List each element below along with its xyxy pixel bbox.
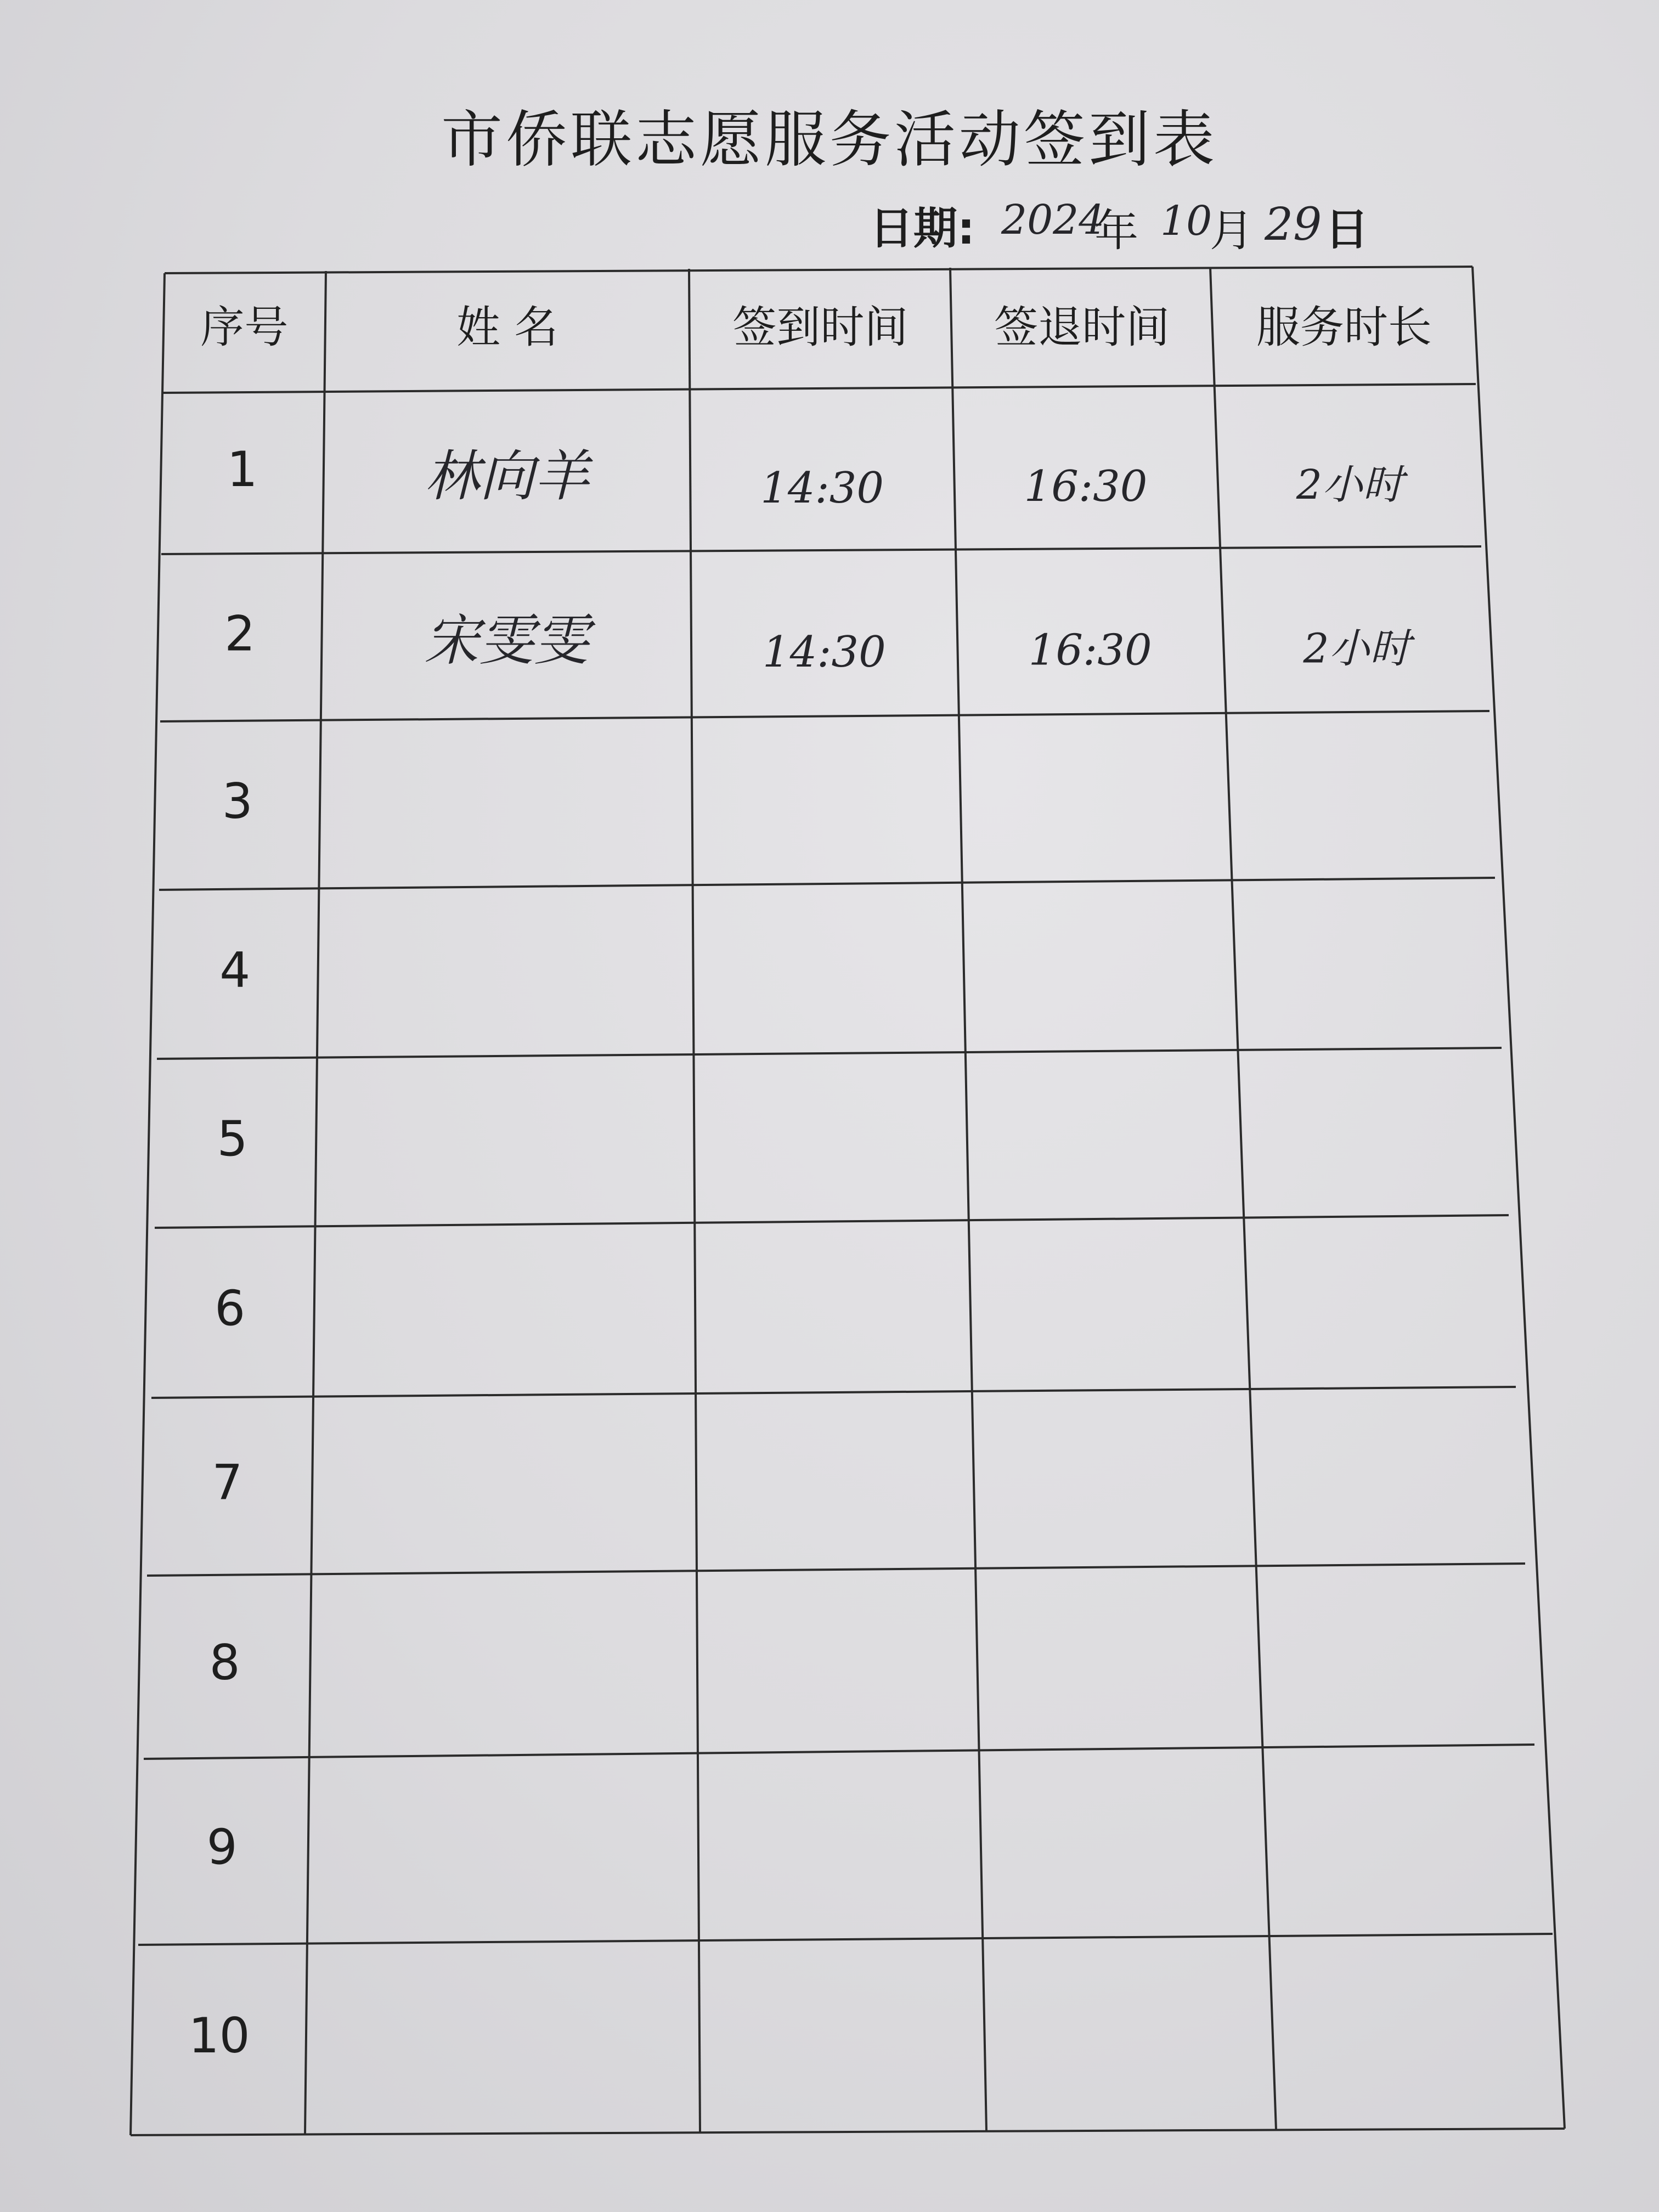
- column-header: 姓 名: [456, 301, 558, 353]
- form-title: 市侨联志愿服务活动签到表: [441, 104, 1218, 176]
- column-rule: [950, 268, 986, 2131]
- row-rule: [159, 878, 1495, 890]
- column-rule: [689, 269, 700, 2132]
- row-rule: [147, 1564, 1525, 1576]
- date-month-unit: 月: [1210, 205, 1254, 256]
- row-number: 7: [212, 1454, 243, 1511]
- column-rule: [305, 271, 326, 2134]
- date-year: 2024: [1001, 196, 1105, 244]
- row-number: 8: [209, 1634, 240, 1691]
- date-day-unit: 日: [1325, 204, 1369, 255]
- sign-in-time: 14:30: [760, 464, 884, 513]
- volunteer-name: 林向羊: [425, 444, 589, 509]
- row-number: 6: [215, 1280, 246, 1337]
- row-number: 1: [227, 441, 258, 498]
- row-number: 2: [224, 605, 256, 662]
- row-rule: [138, 1934, 1553, 1945]
- sign-out-time: 16:30: [1028, 625, 1152, 675]
- column-rule: [1472, 267, 1565, 2129]
- date-year-unit: 年: [1094, 205, 1138, 256]
- service-duration: 2小时: [1296, 461, 1403, 509]
- row-number: 9: [206, 1819, 238, 1876]
- date-label: 日期:: [870, 203, 975, 254]
- row-number: 10: [188, 2007, 250, 2064]
- row-rule: [161, 546, 1481, 554]
- row-number: 5: [217, 1110, 248, 1167]
- row-rule: [165, 267, 1472, 273]
- row-rule: [155, 1215, 1509, 1228]
- column-header: 签到时间: [732, 301, 909, 353]
- row-rule: [144, 1745, 1534, 1759]
- volunteer-name: 宋雯雯: [424, 608, 589, 673]
- table-cells: [189, 302, 1432, 2064]
- column-header: 序号: [200, 301, 289, 353]
- column-header: 签退时间: [994, 301, 1170, 353]
- date-month: 10: [1160, 198, 1212, 245]
- row-rule: [131, 2129, 1565, 2135]
- date-day: 29: [1265, 199, 1322, 251]
- sign-out-time: 16:30: [1024, 462, 1148, 511]
- column-rule: [131, 273, 165, 2135]
- sign-in-time: 14:30: [763, 627, 886, 677]
- row-rule: [157, 1048, 1502, 1059]
- row-number: 3: [222, 773, 253, 830]
- row-rule: [163, 384, 1476, 393]
- row-number: 4: [219, 941, 251, 998]
- row-rule: [160, 711, 1489, 721]
- row-rule: [151, 1387, 1516, 1398]
- column-header: 服务时长: [1256, 301, 1432, 353]
- table-grid: [131, 267, 1565, 2135]
- service-duration: 2小时: [1303, 625, 1410, 673]
- column-rule: [1210, 267, 1276, 2130]
